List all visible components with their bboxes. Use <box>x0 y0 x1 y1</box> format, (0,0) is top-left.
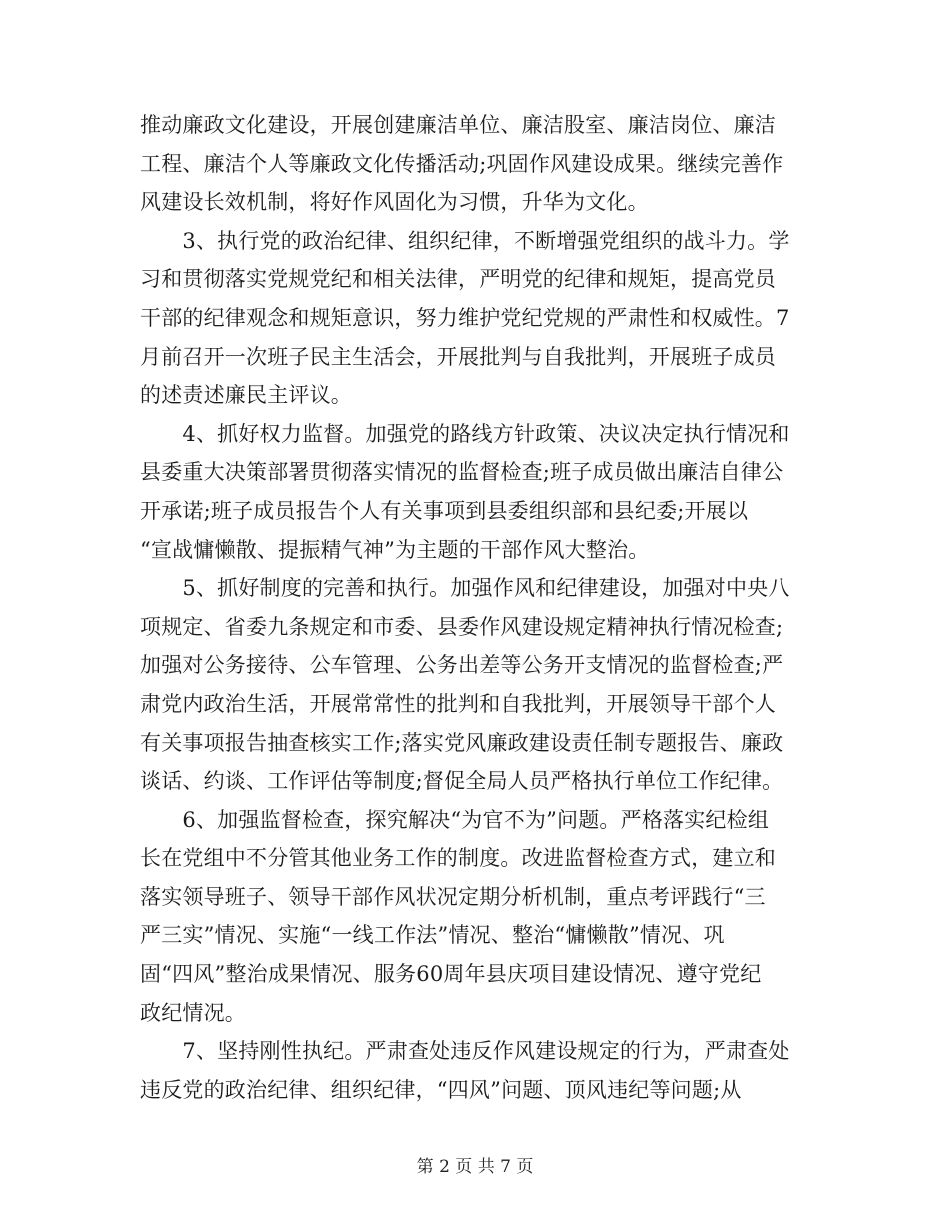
text-line: 4、抓好权力监督。加强党的路线方针政策、决议决定执行情况和 <box>140 421 790 446</box>
text-line: 固“四风”整治成果情况、服务60周年县庆项目建设情况、遵守党纪 <box>140 962 762 987</box>
text-line: 习和贯彻落实党规党纪和相关法律，严明党的纪律和规矩，提高党员 <box>140 267 776 292</box>
text-line: 3、执行党的政治纪律、组织纪律，不断增强党组织的战斗力。学 <box>140 228 790 253</box>
text-line: 违反党的政治纪律、组织纪律，“四风”问题、顶风违纪等问题;从 <box>140 1077 742 1102</box>
text-line: 落实领导班子、领导干部作风状况定期分析机制，重点考评践行“三 <box>140 884 766 909</box>
document-body <box>140 106 812 1109</box>
text-line: 肃党内政治生活，开展常常性的批判和自我批判，开展领导干部个人 <box>140 691 776 716</box>
text-line: 的述责述廉民主评议。 <box>140 383 352 408</box>
text-line: 项规定、省委九条规定和市委、县委作风建设规定精神执行情况检查; <box>140 614 784 639</box>
text-line: 开承诺;班子成员报告个人有关事项到县委组织部和县纪委;开展以 <box>140 498 749 523</box>
text-line: 工程、廉洁个人等廉政文化传播活动;巩固作风建设成果。继续完善作 <box>140 151 784 176</box>
text-line: 风建设长效机制，将好作风固化为习惯，升华为文化。 <box>140 190 649 215</box>
text-line: 5、抓好制度的完善和执行。加强作风和纪律建设，加强对中央八 <box>140 576 790 601</box>
text-line: 推动廉政文化建设，开展创建廉洁单位、廉洁股室、廉洁岗位、廉洁 <box>140 113 776 137</box>
page-number-footer: 第 2 页 共 7 页 <box>416 1157 534 1177</box>
text-line: 加强对公务接待、公车管理、公务出差等公务开支情况的监督检查;严 <box>140 653 784 678</box>
text-line: 长在党组中不分管其他业务工作的制度。改进监督检查方式，建立和 <box>140 846 776 871</box>
text-line: 有关事项报告抽查核实工作;落实党风廉政建设责任制专题报告、廉政 <box>140 730 784 755</box>
text-line: “宣战慵懒散、提振精气神”为主题的干部作风大整治。 <box>140 537 650 562</box>
text-line: 谈话、约谈、工作评估等制度;督促全局人员严格执行单位工作纪律。 <box>140 769 784 794</box>
text-line: 县委重大决策部署贯彻落实情况的监督检查;班子成员做出廉洁自律公 <box>140 460 784 485</box>
text-line: 严三实”情况、实施“一线工作法”情况、整治“慵懒散”情况、巩 <box>140 923 725 948</box>
text-line: 6、加强监督检查，探究解决“为官不为”问题。严格落实纪检组 <box>140 807 770 832</box>
text-line: 干部的纪律观念和规矩意识，努力维护党纪党规的严肃性和权威性。7 <box>140 305 790 330</box>
text-line: 政纪情况。 <box>140 1000 246 1025</box>
text-line: 月前召开一次班子民主生活会，开展批判与自我批判，开展班子成员 <box>140 344 776 369</box>
text-line: 7、坚持刚性执纪。严肃查处违反作风建设规定的行为，严肃查处 <box>140 1039 790 1064</box>
